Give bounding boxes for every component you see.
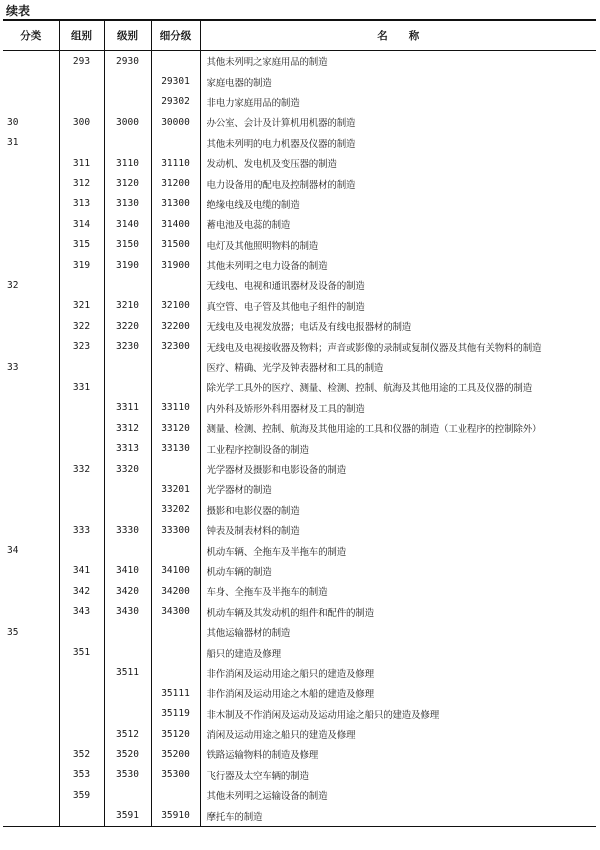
table-row bbox=[3, 704, 596, 724]
division-code bbox=[3, 744, 59, 764]
group-code: 359 bbox=[59, 785, 104, 805]
division-code bbox=[3, 785, 59, 805]
division-code bbox=[3, 255, 59, 275]
industry-name: 非木制及不作消闲及运动及运动用途之船只的建造及修理 bbox=[200, 704, 596, 724]
table-row bbox=[3, 744, 596, 764]
class-code: 3591 bbox=[104, 805, 151, 826]
subclass-code: 31200 bbox=[151, 173, 200, 193]
industry-name: 钟表及制表材料的制造 bbox=[200, 520, 596, 540]
group-code: 333 bbox=[59, 520, 104, 540]
industry-name: 非电力家庭用品的制造 bbox=[200, 92, 596, 112]
class-code bbox=[104, 479, 151, 499]
table-row bbox=[3, 112, 596, 132]
industry-name: 光学器材及摄影和电影设备的制造 bbox=[200, 459, 596, 479]
table-row bbox=[3, 805, 596, 826]
group-code bbox=[59, 663, 104, 683]
division-code: 34 bbox=[7, 545, 19, 557]
class-code: 3220 bbox=[104, 316, 151, 336]
industry-name: 内外科及矫形外科用器材及工具的制造 bbox=[200, 398, 596, 418]
class-code: 3311 bbox=[104, 398, 151, 418]
subclass-code: 32200 bbox=[151, 316, 200, 336]
table-row bbox=[3, 785, 596, 805]
industry-name: 无线电、电视和通讯器材及设备的制造 bbox=[200, 275, 596, 295]
class-code: 3150 bbox=[104, 235, 151, 255]
table-row bbox=[3, 357, 596, 377]
subclass-code: 31900 bbox=[151, 255, 200, 275]
industry-name: 工业程序控制设备的制造 bbox=[200, 438, 596, 458]
industry-name: 车身、全拖车及半拖车的制造 bbox=[200, 581, 596, 601]
group-code: 319 bbox=[59, 255, 104, 275]
subclass-code: 35120 bbox=[151, 724, 200, 744]
division-code bbox=[3, 296, 59, 316]
division-code bbox=[3, 805, 59, 826]
subclass-code: 32300 bbox=[151, 336, 200, 356]
division-code bbox=[3, 418, 59, 438]
group-code: 342 bbox=[59, 581, 104, 601]
division-code bbox=[3, 479, 59, 499]
division-code bbox=[3, 704, 59, 724]
subclass-code bbox=[151, 51, 200, 72]
industry-name: 消闲及运动用途之船只的建造及修理 bbox=[200, 724, 596, 744]
class-code: 3420 bbox=[104, 581, 151, 601]
industry-name: 无线电及电视发放器；电话及有线电报器材的制造 bbox=[200, 316, 596, 336]
industry-name: 发动机、发电机及变压器的制造 bbox=[200, 153, 596, 173]
subclass-code bbox=[151, 377, 200, 397]
subclass-code: 30000 bbox=[151, 112, 200, 132]
class-code: 3140 bbox=[104, 214, 151, 234]
table-row bbox=[3, 316, 596, 336]
class-code bbox=[104, 357, 151, 377]
industry-name: 其他未列明之家庭用品的制造 bbox=[200, 51, 596, 72]
group-code: 332 bbox=[59, 459, 104, 479]
group-code bbox=[59, 418, 104, 438]
industry-name: 医疗、精确、光学及钟表器材和工具的制造 bbox=[200, 357, 596, 377]
table-row bbox=[3, 398, 596, 418]
industry-name: 摩托车的制造 bbox=[200, 805, 596, 826]
division-code bbox=[3, 173, 59, 193]
table-row bbox=[3, 336, 596, 356]
subclass-code: 35111 bbox=[151, 683, 200, 703]
class-code bbox=[104, 377, 151, 397]
subclass-code: 29301 bbox=[151, 71, 200, 91]
table-row bbox=[3, 173, 596, 193]
division-code bbox=[3, 683, 59, 703]
subclass-code: 29302 bbox=[151, 92, 200, 112]
division-code bbox=[3, 459, 59, 479]
table-header-row bbox=[3, 20, 596, 51]
industry-name: 非作消闲及运动用途之木船的建造及修理 bbox=[200, 683, 596, 703]
subclass-code bbox=[151, 540, 200, 560]
class-code: 3230 bbox=[104, 336, 151, 356]
group-code bbox=[59, 704, 104, 724]
division-code bbox=[3, 602, 59, 622]
subclass-code: 33130 bbox=[151, 438, 200, 458]
table-row bbox=[3, 765, 596, 785]
group-code: 331 bbox=[59, 377, 104, 397]
group-code bbox=[59, 92, 104, 112]
table-row bbox=[3, 479, 596, 499]
column-header-name: 名 称 bbox=[200, 20, 596, 51]
division-code: 35 bbox=[7, 626, 19, 638]
group-code: 293 bbox=[59, 51, 104, 72]
table-body bbox=[3, 51, 596, 827]
table-row bbox=[3, 418, 596, 438]
division-code: 31 bbox=[7, 137, 19, 149]
industry-name: 测量、检测、控制、航海及其他用途的工具和仪器的制造（工业程序的控制除外） bbox=[200, 418, 596, 438]
industry-name: 其他未列明之电力设备的制造 bbox=[200, 255, 596, 275]
table-row bbox=[3, 153, 596, 173]
table-row bbox=[3, 71, 596, 91]
division-code bbox=[3, 520, 59, 540]
class-code bbox=[104, 92, 151, 112]
division-code bbox=[3, 153, 59, 173]
table-row bbox=[3, 133, 596, 153]
group-code: 323 bbox=[59, 336, 104, 356]
class-code bbox=[104, 133, 151, 153]
division-code bbox=[3, 51, 59, 72]
table-row bbox=[3, 581, 596, 601]
division-code bbox=[3, 71, 59, 91]
table-row bbox=[3, 296, 596, 316]
industry-name: 机动车辆及其发动机的组件和配件的制造 bbox=[200, 602, 596, 622]
subclass-code bbox=[151, 622, 200, 642]
class-code: 3120 bbox=[104, 173, 151, 193]
division-code: 33 bbox=[7, 361, 19, 373]
group-code: 314 bbox=[59, 214, 104, 234]
group-code: 352 bbox=[59, 744, 104, 764]
division-code bbox=[3, 765, 59, 785]
group-code: 300 bbox=[59, 112, 104, 132]
group-code bbox=[59, 357, 104, 377]
class-code: 3210 bbox=[104, 296, 151, 316]
subclass-code: 34100 bbox=[151, 561, 200, 581]
class-code bbox=[104, 540, 151, 560]
industry-name: 办公室、会计及计算机用机器的制造 bbox=[200, 112, 596, 132]
industry-name: 其他未列明之运输设备的制造 bbox=[200, 785, 596, 805]
industry-name: 绝缘电线及电缆的制造 bbox=[200, 194, 596, 214]
subclass-code: 33202 bbox=[151, 500, 200, 520]
industry-classification-table bbox=[3, 19, 596, 827]
industry-name: 无线电及电视接收器及物料；声音或影像的录制或复制仪器及其他有关物料的制造 bbox=[200, 336, 596, 356]
industry-name: 非作消闲及运动用途之船只的建造及修理 bbox=[200, 663, 596, 683]
table-row bbox=[3, 214, 596, 234]
industry-name: 电力设备用的配电及控制器材的制造 bbox=[200, 173, 596, 193]
table-row bbox=[3, 235, 596, 255]
group-code: 353 bbox=[59, 765, 104, 785]
group-code: 312 bbox=[59, 173, 104, 193]
class-code: 3130 bbox=[104, 194, 151, 214]
division-code bbox=[3, 724, 59, 744]
continued-table-heading: 续表 bbox=[6, 4, 31, 18]
subclass-code bbox=[151, 663, 200, 683]
table-row bbox=[3, 92, 596, 112]
division-code bbox=[3, 316, 59, 336]
class-code: 3312 bbox=[104, 418, 151, 438]
division-code bbox=[3, 561, 59, 581]
division-code bbox=[3, 377, 59, 397]
class-code: 3530 bbox=[104, 765, 151, 785]
class-code bbox=[104, 642, 151, 662]
industry-name: 光学器材的制造 bbox=[200, 479, 596, 499]
division-code bbox=[3, 642, 59, 662]
class-code bbox=[104, 500, 151, 520]
class-code bbox=[104, 71, 151, 91]
table-row bbox=[3, 459, 596, 479]
group-code: 341 bbox=[59, 561, 104, 581]
division-code: 30 bbox=[7, 116, 19, 128]
subclass-code: 33300 bbox=[151, 520, 200, 540]
table-row bbox=[3, 622, 596, 642]
subclass-code bbox=[151, 642, 200, 662]
class-code: 3410 bbox=[104, 561, 151, 581]
class-code: 3000 bbox=[104, 112, 151, 132]
subclass-code bbox=[151, 275, 200, 295]
subclass-code: 31110 bbox=[151, 153, 200, 173]
group-code bbox=[59, 500, 104, 520]
industry-name: 其他未列明的电力机器及仪器的制造 bbox=[200, 133, 596, 153]
table-row bbox=[3, 683, 596, 703]
subclass-code: 35200 bbox=[151, 744, 200, 764]
class-code bbox=[104, 622, 151, 642]
column-header-group: 组别 bbox=[59, 20, 104, 51]
subclass-code: 31500 bbox=[151, 235, 200, 255]
industry-name: 机动车辆的制造 bbox=[200, 561, 596, 581]
industry-name: 铁路运输物料的制造及修理 bbox=[200, 744, 596, 764]
division-code bbox=[3, 214, 59, 234]
division-code bbox=[3, 581, 59, 601]
division-code bbox=[3, 500, 59, 520]
table-row bbox=[3, 194, 596, 214]
industry-name: 家庭电器的制造 bbox=[200, 71, 596, 91]
industry-name: 飞行器及太空车辆的制造 bbox=[200, 765, 596, 785]
industry-name: 机动车辆、全拖车及半拖车的制造 bbox=[200, 540, 596, 560]
subclass-code: 35910 bbox=[151, 805, 200, 826]
table-row bbox=[3, 500, 596, 520]
table-row bbox=[3, 561, 596, 581]
group-code: 343 bbox=[59, 602, 104, 622]
group-code bbox=[59, 805, 104, 826]
group-code: 313 bbox=[59, 194, 104, 214]
subclass-code bbox=[151, 133, 200, 153]
group-code bbox=[59, 275, 104, 295]
industry-name: 电灯及其他照明物料的制造 bbox=[200, 235, 596, 255]
division-code bbox=[3, 663, 59, 683]
industry-name: 其他运输器材的制造 bbox=[200, 622, 596, 642]
group-code: 351 bbox=[59, 642, 104, 662]
table-row bbox=[3, 724, 596, 744]
table-row bbox=[3, 377, 596, 397]
industry-name: 蓄电池及电蕊的制造 bbox=[200, 214, 596, 234]
class-code: 3313 bbox=[104, 438, 151, 458]
subclass-code: 34200 bbox=[151, 581, 200, 601]
class-code: 3110 bbox=[104, 153, 151, 173]
class-code bbox=[104, 785, 151, 805]
subclass-code: 31300 bbox=[151, 194, 200, 214]
subclass-code: 33120 bbox=[151, 418, 200, 438]
table-row bbox=[3, 51, 596, 72]
industry-name: 船只的建造及修理 bbox=[200, 642, 596, 662]
group-code bbox=[59, 71, 104, 91]
division-code bbox=[3, 398, 59, 418]
group-code: 321 bbox=[59, 296, 104, 316]
table-row bbox=[3, 255, 596, 275]
subclass-code: 34300 bbox=[151, 602, 200, 622]
group-code: 315 bbox=[59, 235, 104, 255]
class-code: 3430 bbox=[104, 602, 151, 622]
table-row bbox=[3, 642, 596, 662]
division-code bbox=[3, 438, 59, 458]
subclass-code: 35300 bbox=[151, 765, 200, 785]
column-header-subclass: 细分级 bbox=[151, 20, 200, 51]
table-row bbox=[3, 275, 596, 295]
industry-name: 摄影和电影仪器的制造 bbox=[200, 500, 596, 520]
class-code bbox=[104, 704, 151, 724]
subclass-code: 33110 bbox=[151, 398, 200, 418]
subclass-code bbox=[151, 357, 200, 377]
class-code bbox=[104, 275, 151, 295]
division-code: 32 bbox=[7, 279, 19, 291]
column-header-class: 级别 bbox=[104, 20, 151, 51]
group-code bbox=[59, 540, 104, 560]
group-code bbox=[59, 622, 104, 642]
class-code: 3520 bbox=[104, 744, 151, 764]
table-row bbox=[3, 520, 596, 540]
column-header-division: 分类 bbox=[3, 20, 59, 51]
table-row bbox=[3, 540, 596, 560]
industry-name: 真空管、电子管及其他电子组件的制造 bbox=[200, 296, 596, 316]
class-code: 3330 bbox=[104, 520, 151, 540]
division-code bbox=[3, 92, 59, 112]
division-code bbox=[3, 336, 59, 356]
class-code: 3320 bbox=[104, 459, 151, 479]
table-row bbox=[3, 602, 596, 622]
subclass-code: 32100 bbox=[151, 296, 200, 316]
subclass-code: 35119 bbox=[151, 704, 200, 724]
division-code bbox=[3, 194, 59, 214]
group-code: 322 bbox=[59, 316, 104, 336]
group-code bbox=[59, 724, 104, 744]
division-code bbox=[3, 235, 59, 255]
industry-name: 除光学工具外的医疗、测量、检测、控制、航海及其他用途的工具及仪器的制造 bbox=[200, 377, 596, 397]
group-code bbox=[59, 683, 104, 703]
class-code: 2930 bbox=[104, 51, 151, 72]
group-code: 311 bbox=[59, 153, 104, 173]
group-code bbox=[59, 398, 104, 418]
table-row bbox=[3, 663, 596, 683]
group-code bbox=[59, 479, 104, 499]
group-code bbox=[59, 133, 104, 153]
class-code: 3512 bbox=[104, 724, 151, 744]
subclass-code bbox=[151, 459, 200, 479]
subclass-code bbox=[151, 785, 200, 805]
subclass-code: 33201 bbox=[151, 479, 200, 499]
subclass-code: 31400 bbox=[151, 214, 200, 234]
class-code: 3190 bbox=[104, 255, 151, 275]
class-code: 3511 bbox=[104, 663, 151, 683]
table-row bbox=[3, 438, 596, 458]
group-code bbox=[59, 438, 104, 458]
class-code bbox=[104, 683, 151, 703]
